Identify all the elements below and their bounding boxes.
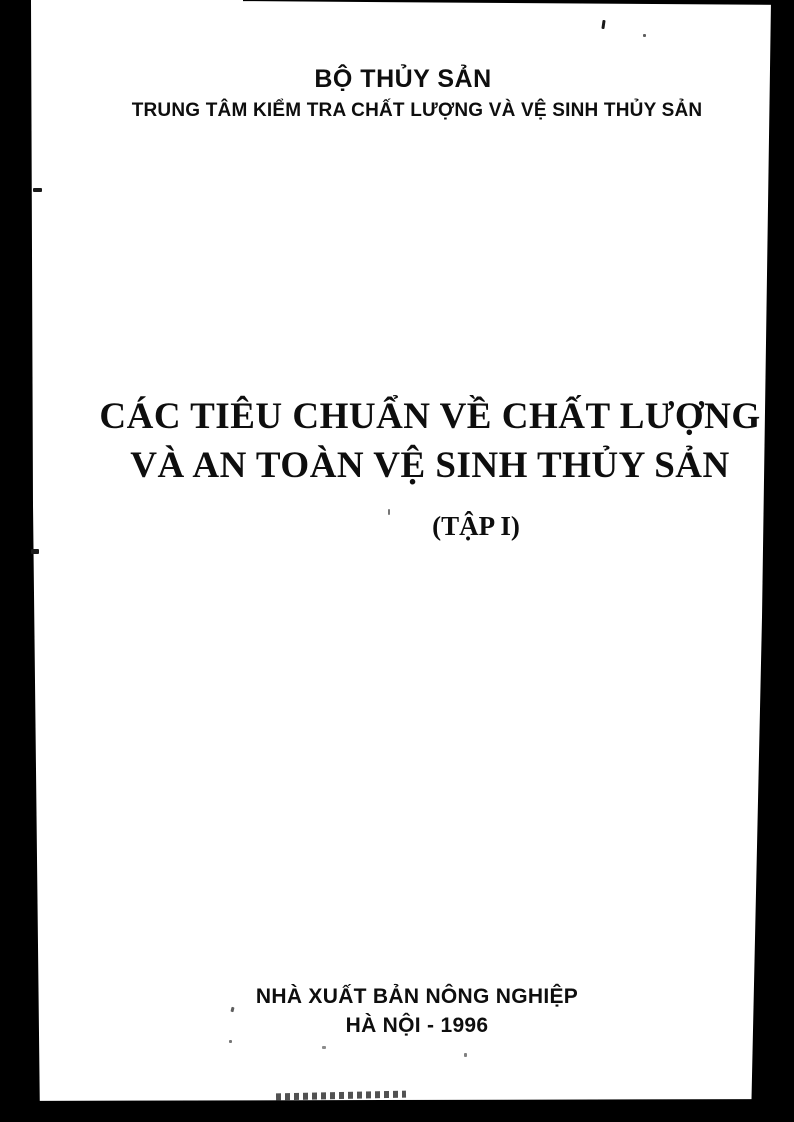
issuing-authority-header	[40, 64, 766, 123]
volume-label: (TẬP I)	[432, 511, 520, 541]
scan-speck	[643, 34, 646, 37]
scan-border-right	[750, 0, 794, 1122]
book-title-line-2: VÀ AN TOÀN VỆ SINH THỦY SẢN	[130, 445, 730, 486]
scan-speck	[322, 1046, 326, 1049]
organization-name: TRUNG TÂM KIỂM TRA CHẤT LƯỢNG VÀ VỆ SINH THỦY SẢN	[131, 100, 703, 121]
title-block	[66, 392, 794, 542]
publisher-imprint	[40, 982, 766, 1040]
book-title	[66, 392, 794, 490]
scan-speck	[464, 1053, 467, 1057]
scan-border-top	[243, 0, 794, 5]
place-and-year: HÀ NỘI - 1996	[345, 1014, 489, 1037]
publisher-name: NHÀ XUẤT BẢN NÔNG NGHIỆP	[255, 985, 579, 1008]
scan-speck	[33, 188, 42, 192]
ministry-name: BỘ THỦY SẢN	[314, 65, 492, 93]
scan-grime-patch	[276, 1091, 406, 1101]
scan-border-left	[0, 0, 44, 1122]
book-title-line-1: CÁC TIÊU CHUẨN VỀ CHẤT LƯỢNG	[99, 396, 761, 437]
scan-speck	[601, 20, 605, 29]
scan-speck	[229, 1040, 232, 1043]
scan-speck	[31, 549, 39, 554]
scan-border-bottom	[0, 1099, 794, 1122]
